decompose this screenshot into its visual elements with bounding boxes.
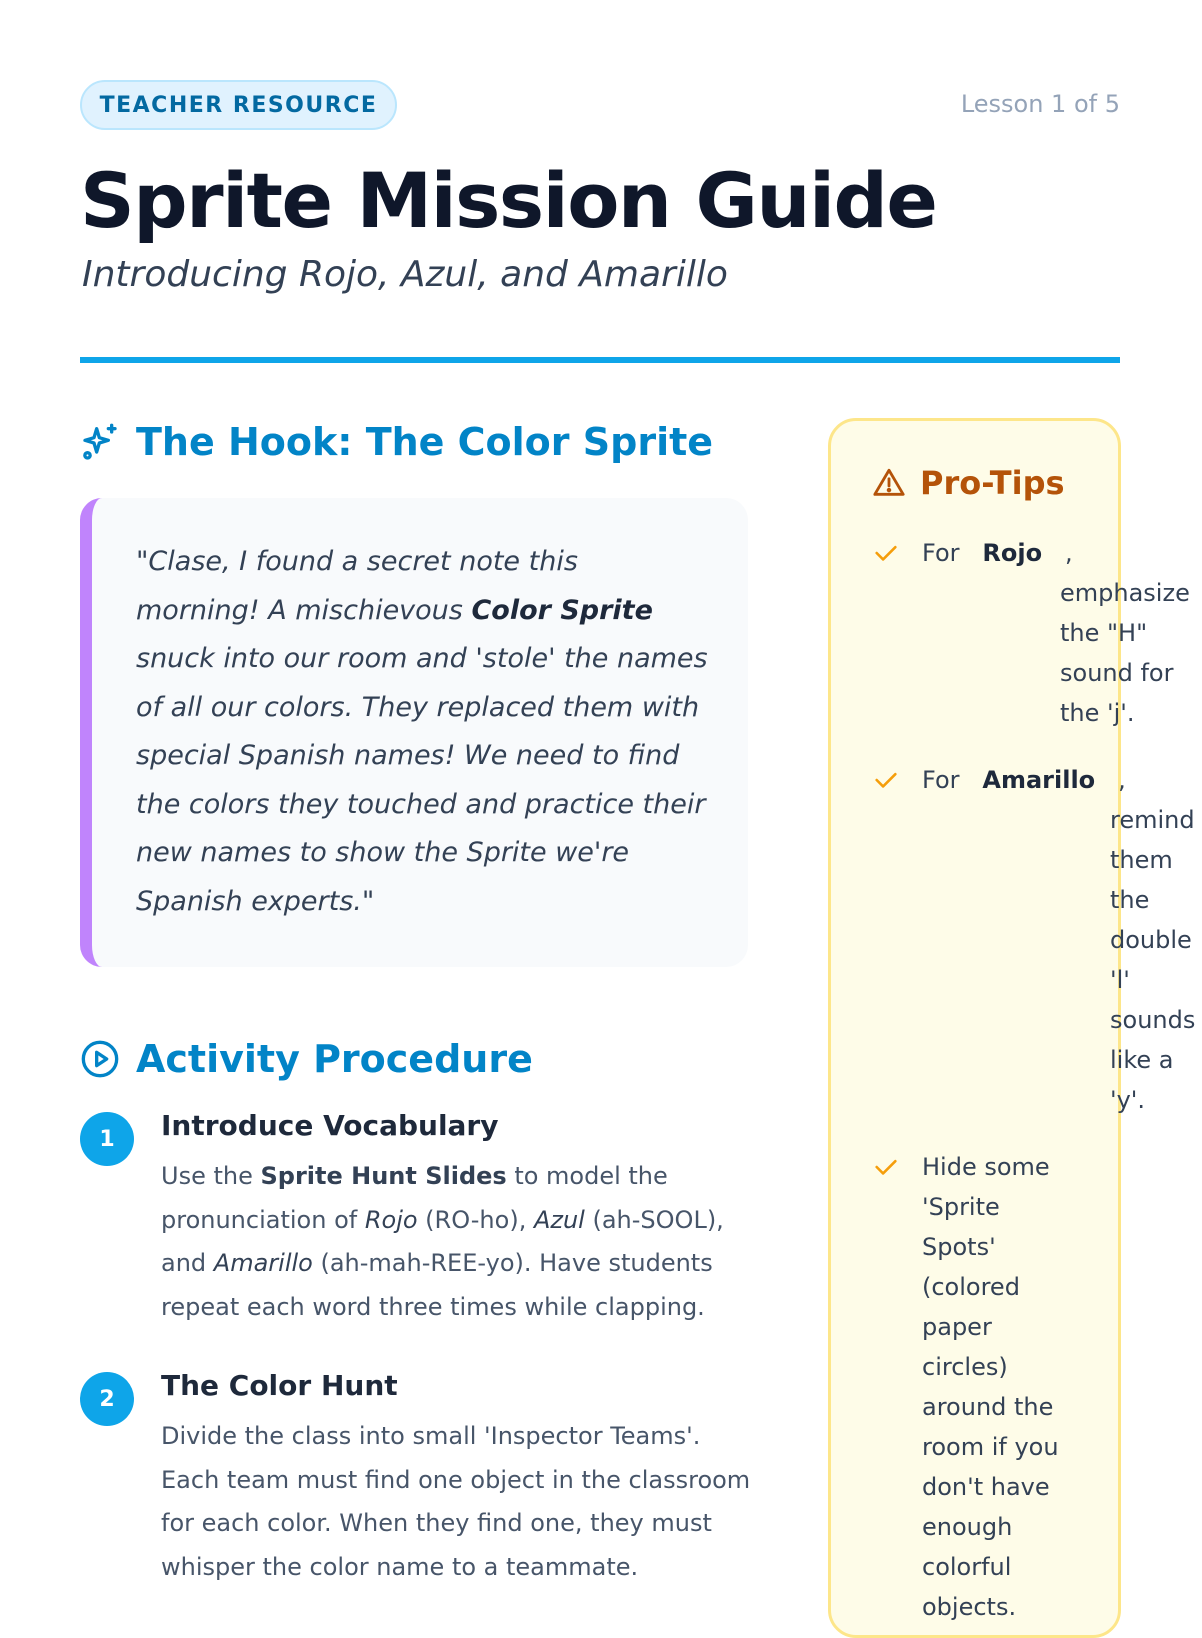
- step-text: Use the: [161, 1162, 261, 1190]
- lesson-counter: Lesson 1 of 5: [960, 90, 1120, 118]
- quote-text-end: snuck into our room and 'stole' the names of all our colors. They replaced them with special Spanish names! We need to find the colors they touched and practice their new names to show the Sprite we're Spanish experts.": [136, 643, 708, 917]
- quote-text-bold: Color Sprite: [471, 594, 653, 626]
- step-text: (ah-SOOL), and: [161, 1205, 724, 1277]
- page-title: Sprite Mission Guide: [80, 156, 937, 245]
- tip-prefix: For: [922, 766, 960, 794]
- step-body: Divide the class into small 'Inspector Teams'. Each team must find one object in the classroom for each color. When they find one, they must whisper the color name to a teammate.: [161, 1422, 751, 1581]
- procedure-heading-text: Activity Procedure: [136, 1037, 533, 1081]
- step-title: The Color Hunt: [161, 1369, 398, 1402]
- pro-tip-item: [872, 1147, 1122, 1621]
- check-icon: [872, 539, 900, 567]
- tip-prefix: For: [922, 539, 960, 567]
- check-icon: [872, 766, 900, 794]
- step-text: (RO-ho),: [417, 1205, 534, 1234]
- check-icon: [872, 1153, 900, 1181]
- step-text: to model the pronunciation of: [161, 1162, 668, 1234]
- quote-text-start: "Clase, I found a secret note this morning! A mischievous: [136, 546, 578, 626]
- step-text-italic: Rojo: [364, 1205, 418, 1234]
- pro-tip-item: [872, 533, 1192, 733]
- pro-tips-heading-text: Pro-Tips: [920, 464, 1065, 502]
- play-circle-icon: [80, 1039, 120, 1079]
- step-text-italic: Amarillo: [213, 1249, 313, 1277]
- tip-comma: ,: [1064, 539, 1073, 567]
- pro-tip-lead: [922, 533, 1073, 573]
- step-body: [161, 1155, 751, 1329]
- warning-triangle-icon: [872, 466, 906, 500]
- hook-heading-text: The Hook: The Color Sprite: [136, 420, 714, 464]
- sparkles-icon: [80, 422, 120, 462]
- step-number: 2: [80, 1372, 134, 1426]
- hook-quote: [80, 498, 748, 967]
- pro-tips-heading: [872, 464, 1065, 502]
- pro-tip-lead: [922, 760, 1126, 800]
- step-text-bold: Sprite Hunt Slides: [260, 1162, 507, 1190]
- tip-keyword: Amarillo: [982, 766, 1096, 794]
- pro-tip-text: remind them the double 'l' sounds like a 'y'.: [1110, 806, 1196, 1114]
- pro-tip-text: emphasize the "H" sound for the 'j'.: [1060, 579, 1190, 727]
- pro-tip-text: Hide some 'Sprite Spots' (colored paper circles) around the room if you don't have enough colorful objects.: [922, 1153, 1059, 1621]
- procedure-heading: [80, 1037, 533, 1081]
- tip-comma: ,: [1118, 766, 1126, 794]
- pro-tip-item: [872, 760, 1202, 1120]
- step-text-italic: Azul: [533, 1205, 585, 1234]
- tip-keyword: Rojo: [982, 539, 1043, 567]
- teacher-resource-badge: TEACHER RESOURCE: [80, 80, 397, 130]
- page-subtitle: Introducing Rojo, Azul, and Amarillo: [82, 254, 728, 295]
- step-text: (ah-mah-REE-yo). Have students repeat each word three times while clapping.: [161, 1249, 713, 1321]
- step-title: Introduce Vocabulary: [161, 1109, 499, 1142]
- header-divider: [80, 357, 1120, 363]
- step-number: 1: [80, 1112, 134, 1166]
- hook-heading: [80, 420, 713, 464]
